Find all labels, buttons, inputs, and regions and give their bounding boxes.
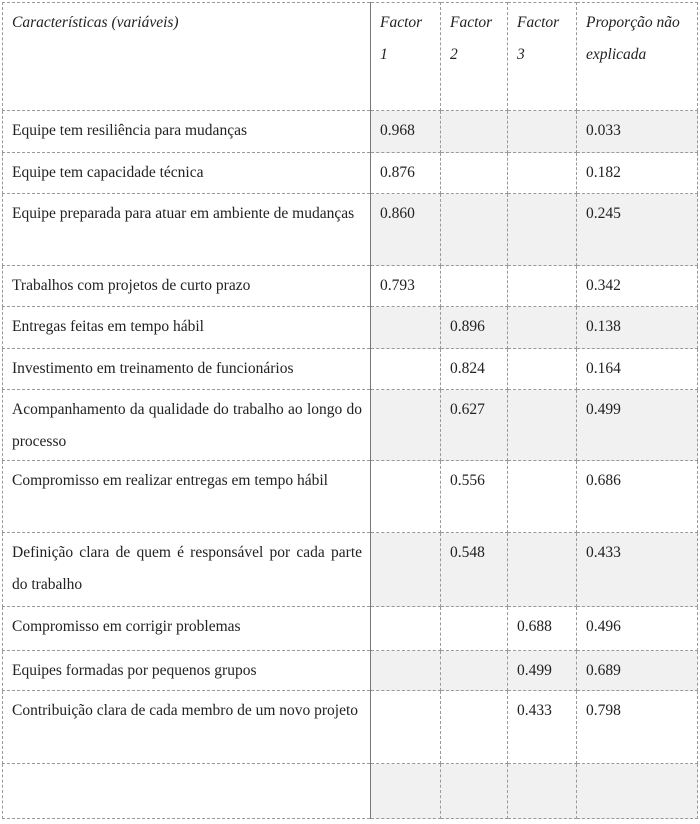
cell-factor-3: [508, 533, 577, 607]
table-row: [3, 266, 698, 307]
cell-characteristic: Equipes formadas por pequenos grupos: [3, 651, 371, 691]
table-row: [3, 111, 698, 153]
cell-factor-1: [371, 390, 441, 461]
cell-factor-2: [441, 607, 508, 651]
cell-factor-1: 0.860: [371, 194, 441, 266]
cell-unexplained-proportion: 0.245: [577, 194, 698, 266]
cell-factor-3: [508, 153, 577, 194]
table-row: [3, 349, 698, 390]
cell-factor-2: 0.824: [441, 349, 508, 390]
cell-characteristic: Equipe preparada para atuar em ambiente de mudanças: [3, 194, 371, 266]
cell-unexplained-proportion: 0.342: [577, 266, 698, 307]
cell-unexplained-proportion: 0.138: [577, 307, 698, 349]
cell-factor-1: [371, 607, 441, 651]
cell-factor-3: 0.499: [508, 651, 577, 691]
header-factor-2: Factor 2: [441, 3, 508, 111]
cell-unexplained-proportion: 0.689: [577, 651, 698, 691]
table-row: [3, 607, 698, 651]
cell-characteristic: Compromisso em corrigir problemas: [3, 607, 371, 651]
cell-factor-1: [371, 764, 441, 819]
cell-factor-3: [508, 349, 577, 390]
cell-characteristic: Definição clara de quem é responsável por cada parte do trabalho: [3, 533, 371, 607]
cell-factor-3: [508, 111, 577, 153]
cell-factor-1: 0.876: [371, 153, 441, 194]
header-row: [3, 3, 698, 111]
cell-factor-2: [441, 111, 508, 153]
cell-unexplained-proportion: 0.164: [577, 349, 698, 390]
cell-unexplained-proportion: 0.033: [577, 111, 698, 153]
header-factor-1: Factor 1: [371, 3, 441, 111]
cell-factor-1: [371, 349, 441, 390]
cell-factor-1: [371, 461, 441, 533]
table-row: [3, 533, 698, 607]
cell-characteristic: Trabalhos com projetos de curto prazo: [3, 266, 371, 307]
cell-unexplained-proportion: 0.798: [577, 691, 698, 764]
cell-characteristic: Contribuição clara de cada membro de um novo projeto: [3, 691, 371, 764]
factor-loadings-table: [2, 2, 698, 819]
cell-factor-1: [371, 691, 441, 764]
cell-factor-1: [371, 651, 441, 691]
cell-unexplained-proportion: 0.499: [577, 390, 698, 461]
cell-factor-3: [508, 194, 577, 266]
cell-factor-3: [508, 390, 577, 461]
table-row: [3, 153, 698, 194]
cell-factor-2: [441, 691, 508, 764]
cell-characteristic: Entregas feitas em tempo hábil: [3, 307, 371, 349]
table-row: [3, 651, 698, 691]
cell-characteristic: Acompanhamento da qualidade do trabalho ao longo do processo: [3, 390, 371, 461]
header-characteristics: Características (variáveis): [3, 3, 371, 111]
cell-factor-3: [508, 764, 577, 819]
cell-factor-2: 0.896: [441, 307, 508, 349]
cell-characteristic: Equipe tem resiliência para mudanças: [3, 111, 371, 153]
header-unexplained-proportion: Proporção não explicada: [577, 3, 698, 111]
cell-unexplained-proportion: 0.433: [577, 533, 698, 607]
table-row: [3, 194, 698, 266]
cell-factor-1: 0.793: [371, 266, 441, 307]
cell-factor-2: [441, 194, 508, 266]
cell-factor-2: 0.627: [441, 390, 508, 461]
cell-factor-2: [441, 153, 508, 194]
cell-factor-3: 0.688: [508, 607, 577, 651]
cell-factor-3: [508, 461, 577, 533]
cell-factor-2: [441, 651, 508, 691]
cell-characteristic: Investimento em treinamento de funcionários: [3, 349, 371, 390]
cell-factor-2: [441, 764, 508, 819]
cell-characteristic: [3, 764, 371, 819]
cell-factor-1: [371, 307, 441, 349]
cell-unexplained-proportion: 0.686: [577, 461, 698, 533]
cell-unexplained-proportion: 0.182: [577, 153, 698, 194]
table-row: [3, 764, 698, 819]
cell-unexplained-proportion: [577, 764, 698, 819]
cell-characteristic: Equipe tem capacidade técnica: [3, 153, 371, 194]
table-row: [3, 691, 698, 764]
table-row: [3, 307, 698, 349]
table-row: [3, 461, 698, 533]
cell-factor-3: [508, 266, 577, 307]
table-row: [3, 390, 698, 461]
cell-factor-2: 0.556: [441, 461, 508, 533]
cell-unexplained-proportion: 0.496: [577, 607, 698, 651]
cell-factor-1: [371, 533, 441, 607]
cell-factor-3: 0.433: [508, 691, 577, 764]
cell-factor-1: 0.968: [371, 111, 441, 153]
cell-characteristic: Compromisso em realizar entregas em tempo hábil: [3, 461, 371, 533]
cell-factor-2: [441, 266, 508, 307]
cell-factor-3: [508, 307, 577, 349]
cell-factor-2: 0.548: [441, 533, 508, 607]
header-factor-3: Factor 3: [508, 3, 577, 111]
